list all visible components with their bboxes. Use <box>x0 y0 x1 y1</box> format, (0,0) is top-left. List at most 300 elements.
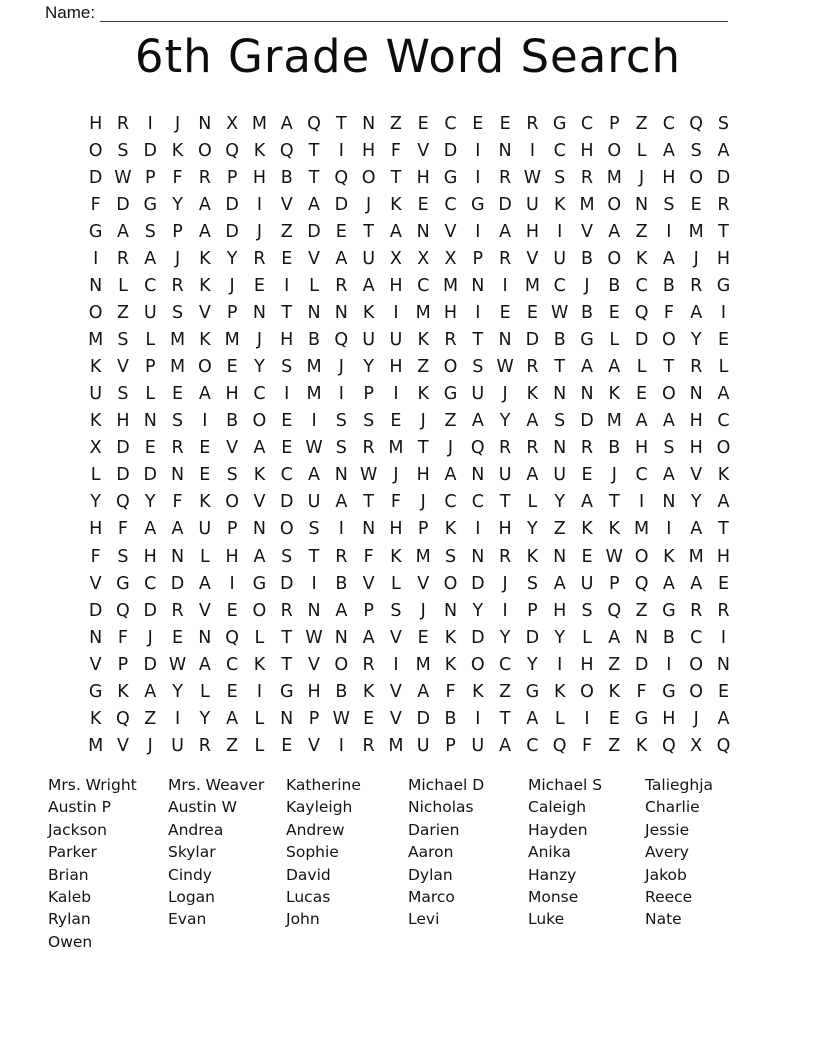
word-item: Andrea <box>168 820 224 839</box>
grid-cell: K <box>526 384 539 405</box>
grid-cell: C <box>444 113 457 134</box>
grid-cell: B <box>580 303 593 324</box>
grid-cell: L <box>609 330 620 351</box>
word-item: David <box>286 865 331 884</box>
grid-cell: W <box>114 167 132 188</box>
grid-cell: V <box>526 249 539 269</box>
grid-cell: Z <box>144 708 157 729</box>
grid-cell: A <box>499 221 512 242</box>
grid-cell: C <box>553 140 566 161</box>
grid-cell: L <box>118 276 128 297</box>
word-item: Avery <box>645 843 689 862</box>
grid-cell: E <box>608 708 620 729</box>
name-row <box>0 0 816 26</box>
word-list-column <box>286 774 408 931</box>
word-list-column <box>48 774 168 953</box>
grid-cell: N <box>362 113 376 134</box>
grid-cell: R <box>690 600 703 621</box>
grid-cell: C <box>635 276 648 297</box>
name-label: Name: <box>45 3 96 22</box>
grid-cell: Q <box>634 573 649 594</box>
grid-cell: A <box>389 221 402 242</box>
word-item: Jakob <box>645 865 687 884</box>
grid-cell: H <box>307 681 321 702</box>
grid-cell: C <box>144 573 157 594</box>
grid-cell: D <box>471 627 485 648</box>
grid-cell: F <box>445 681 456 702</box>
grid-cell: R <box>280 600 293 621</box>
grid-cell: H <box>389 276 403 297</box>
grid-cell: Y <box>690 492 702 513</box>
grid-cell: Q <box>279 140 294 161</box>
grid-cell: A <box>717 140 730 161</box>
grid-cell: H <box>662 167 676 188</box>
grid-cell: O <box>443 573 458 594</box>
grid-cell: E <box>581 465 593 486</box>
grid-cell: A <box>198 221 211 242</box>
grid-cell: I <box>311 573 317 594</box>
grid-cell: H <box>389 519 403 540</box>
grid-cell: S <box>281 546 293 567</box>
grid-cell: K <box>390 194 402 215</box>
grid-cell: A <box>198 384 211 405</box>
grid-cell: J <box>420 600 426 621</box>
grid-cell: F <box>390 492 401 513</box>
grid-cell: I <box>666 221 672 242</box>
grid-cell: U <box>143 303 157 324</box>
grid-cell: N <box>334 465 348 486</box>
grid-cell: H <box>89 113 103 134</box>
grid-cell: S <box>171 303 184 324</box>
grid-cell: V <box>389 627 402 648</box>
grid-cell: U <box>171 735 184 756</box>
grid-cell: I <box>475 708 481 729</box>
grid-cell: X <box>389 249 402 269</box>
grid-cell: B <box>308 330 321 351</box>
grid-cell: R <box>580 167 594 188</box>
grid-cell: A <box>608 357 621 378</box>
grid-cell: H <box>416 465 430 486</box>
grid-cell: E <box>172 627 184 648</box>
grid-cell: V <box>308 654 321 675</box>
grid-cell: E <box>417 194 429 215</box>
grid-cell: V <box>253 492 266 513</box>
grid-cell: M <box>606 167 622 188</box>
grid-cell: V <box>116 735 129 756</box>
grid-cell: D <box>307 221 321 242</box>
grid-cell: B <box>280 167 293 188</box>
grid-cell: G <box>116 573 130 594</box>
word-list-column <box>528 774 645 931</box>
grid-cell: C <box>690 627 703 648</box>
grid-cell: Y <box>172 681 183 702</box>
grid-cell: J <box>256 221 263 242</box>
grid-cell: O <box>689 681 704 702</box>
grid-cell: B <box>662 627 675 648</box>
grid-cell: B <box>608 276 621 297</box>
grid-cell: E <box>199 438 211 459</box>
grid-cell: T <box>281 627 293 648</box>
grid-cell: A <box>526 708 539 729</box>
grid-cell: E <box>281 411 293 432</box>
grid-cell: D <box>88 167 103 188</box>
grid-cell: T <box>281 303 293 324</box>
grid-cell: M <box>306 357 322 378</box>
grid-cell: I <box>475 221 481 242</box>
grid-cell: Q <box>334 330 349 351</box>
grid-cell: I <box>666 654 672 675</box>
grid-cell: V <box>444 221 457 242</box>
grid-cell: J <box>584 276 590 297</box>
grid-cell: Z <box>635 113 648 134</box>
grid-cell: O <box>197 357 212 378</box>
letter-grid <box>82 111 737 760</box>
grid-cell: K <box>253 465 266 486</box>
grid-cell: S <box>171 411 184 432</box>
grid-cell: R <box>253 249 266 269</box>
grid-cell: O <box>443 357 458 378</box>
grid-cell: Y <box>554 492 566 513</box>
grid-cell: P <box>226 519 238 540</box>
word-item: Lucas <box>286 888 331 907</box>
grid-cell: W <box>332 708 350 729</box>
grid-cell: T <box>308 140 320 161</box>
grid-cell: A <box>171 519 184 540</box>
grid-cell: N <box>498 330 512 351</box>
grid-cell: F <box>636 681 647 702</box>
grid-cell: D <box>716 167 731 188</box>
grid-cell: M <box>169 330 186 351</box>
grid-cell: N <box>307 600 321 621</box>
grid-cell: M <box>415 546 431 567</box>
grid-cell: Y <box>499 411 511 432</box>
grid-cell: T <box>308 546 320 567</box>
grid-cell: K <box>362 303 375 324</box>
word-item: Jessie <box>645 820 690 839</box>
grid-cell: E <box>717 681 729 702</box>
grid-cell: U <box>389 330 403 351</box>
grid-cell: F <box>390 140 401 161</box>
grid-cell: V <box>226 438 239 459</box>
word-item: Nate <box>645 910 682 929</box>
grid-cell: A <box>417 681 430 702</box>
word-item: Anika <box>528 843 571 862</box>
grid-cell: Q <box>116 600 130 621</box>
grid-cell: I <box>338 384 344 405</box>
grid-cell: O <box>361 167 376 188</box>
grid-cell: J <box>639 167 645 188</box>
grid-cell: N <box>198 627 212 648</box>
grid-cell: N <box>416 221 430 242</box>
grid-cell: F <box>172 167 183 188</box>
grid-cell: R <box>362 438 375 459</box>
grid-cell: K <box>635 249 648 269</box>
grid-cell: D <box>525 330 540 351</box>
grid-cell: M <box>606 411 622 432</box>
grid-cell: K <box>199 276 211 297</box>
grid-cell: B <box>662 276 675 297</box>
grid-cell: L <box>636 357 647 378</box>
grid-cell: O <box>689 167 704 188</box>
grid-cell: G <box>88 681 103 702</box>
grid-cell: S <box>444 546 457 567</box>
grid-cell: K <box>472 681 484 702</box>
grid-cell: O <box>607 249 622 269</box>
grid-cell: J <box>338 357 344 378</box>
grid-cell: N <box>143 411 157 432</box>
grid-cell: T <box>499 492 511 513</box>
grid-cell: J <box>147 627 153 648</box>
grid-cell: N <box>553 384 567 405</box>
grid-cell: L <box>582 627 592 648</box>
grid-cell: U <box>362 330 376 351</box>
grid-cell: E <box>417 113 429 134</box>
grid-cell: A <box>144 681 157 702</box>
grid-cell: O <box>252 600 267 621</box>
grid-cell: R <box>335 276 348 297</box>
grid-cell: P <box>308 708 320 729</box>
grid-cell: E <box>226 681 238 702</box>
grid-cell: Z <box>608 654 621 675</box>
grid-cell: M <box>251 113 267 134</box>
grid-cell: A <box>499 735 512 756</box>
grid-cell: I <box>502 600 508 621</box>
grid-cell: P <box>609 113 620 134</box>
grid-cell: U <box>525 194 539 215</box>
grid-cell: S <box>281 357 293 378</box>
grid-cell: U <box>416 735 430 756</box>
grid-cell: I <box>475 519 481 540</box>
grid-cell: W <box>359 465 378 486</box>
page-title: 6th Grade Word Search <box>134 30 682 83</box>
grid-cell: C <box>444 492 457 513</box>
grid-cell: N <box>170 465 185 486</box>
word-item: Reece <box>645 888 693 907</box>
grid-cell: N <box>580 384 594 405</box>
grid-cell: V <box>308 249 321 269</box>
grid-cell: G <box>279 681 294 702</box>
grid-cell: T <box>308 167 320 188</box>
grid-cell: E <box>717 330 729 351</box>
grid-cell: Y <box>144 492 156 513</box>
grid-cell: P <box>609 573 620 594</box>
grid-cell: L <box>718 357 729 378</box>
word-item: Hayden <box>528 820 588 839</box>
grid-cell: T <box>608 492 620 513</box>
grid-cell: G <box>662 600 676 621</box>
word-item: Aaron <box>408 843 454 862</box>
grid-cell: D <box>580 411 594 432</box>
grid-cell: H <box>89 519 103 540</box>
grid-cell: I <box>256 194 263 215</box>
grid-cell: C <box>498 654 512 675</box>
grid-cell: Q <box>634 303 649 324</box>
grid-cell: C <box>444 194 457 215</box>
word-item: Talieghja <box>645 776 714 794</box>
grid-cell: H <box>280 330 294 351</box>
grid-cell: A <box>116 221 129 242</box>
grid-cell: E <box>281 438 293 459</box>
grid-cell: P <box>172 221 183 242</box>
grid-cell: R <box>171 600 184 621</box>
grid-cell: Q <box>116 708 130 729</box>
grid-cell: E <box>472 113 484 134</box>
grid-cell: A <box>226 708 239 729</box>
grid-cell: V <box>308 735 321 756</box>
word-item: Mrs. Weaver <box>168 776 265 794</box>
grid-cell: R <box>335 546 348 567</box>
grid-cell: N <box>553 546 567 567</box>
grid-cell: O <box>661 384 676 405</box>
grid-cell: N <box>252 519 266 540</box>
grid-cell: Z <box>280 221 293 242</box>
grid-cell: M <box>415 654 431 675</box>
grid-cell: X <box>690 735 703 756</box>
grid-cell: H <box>716 546 731 567</box>
grid-cell: K <box>89 357 102 378</box>
grid-cell: S <box>117 384 129 405</box>
word-item: Charlie <box>645 798 700 817</box>
grid-cell: K <box>526 546 539 567</box>
grid-cell: Q <box>552 735 567 756</box>
grid-cell: M <box>524 276 540 297</box>
grid-cell: J <box>611 465 617 486</box>
grid-cell: Q <box>116 492 130 513</box>
grid-cell: G <box>525 681 540 702</box>
grid-cell: Y <box>499 627 511 648</box>
grid-cell: A <box>581 357 593 378</box>
grid-cell: P <box>226 303 238 324</box>
grid-cell: V <box>198 600 211 621</box>
grid-cell: S <box>526 573 538 594</box>
grid-cell: M <box>169 357 186 378</box>
grid-cell: D <box>170 573 185 594</box>
grid-cell: H <box>225 546 239 567</box>
grid-cell: K <box>444 519 457 540</box>
word-item: Austin P <box>48 798 111 817</box>
grid-cell: P <box>363 384 374 405</box>
grid-cell: J <box>174 113 181 134</box>
grid-cell: O <box>689 654 704 675</box>
grid-cell: U <box>471 735 485 756</box>
grid-cell: H <box>635 438 649 459</box>
grid-cell: G <box>716 276 731 297</box>
grid-cell: Y <box>554 627 566 648</box>
grid-cell: L <box>254 708 265 729</box>
grid-cell: A <box>253 438 266 459</box>
word-item: Skylar <box>168 843 216 862</box>
grid-cell: C <box>280 465 293 486</box>
grid-cell: V <box>89 573 102 594</box>
grid-cell: K <box>362 681 375 702</box>
grid-cell: Q <box>334 167 349 188</box>
grid-cell: C <box>635 465 648 486</box>
grid-cell: A <box>362 627 375 648</box>
grid-cell: T <box>499 708 511 729</box>
grid-cell: U <box>471 384 485 405</box>
grid-cell: H <box>689 438 703 459</box>
grid-cell: I <box>284 384 290 405</box>
grid-cell: E <box>717 573 729 594</box>
grid-cell: R <box>526 438 539 459</box>
word-item: Brian <box>48 865 89 884</box>
word-item: Kaleb <box>48 888 92 907</box>
grid-cell: V <box>389 681 402 702</box>
grid-cell: R <box>171 276 184 297</box>
name-blank-line <box>100 0 728 22</box>
grid-cell: G <box>443 167 458 188</box>
grid-cell: N <box>89 276 103 297</box>
grid-cell: L <box>145 384 156 405</box>
word-item: Evan <box>168 910 207 929</box>
grid-cell: G <box>88 221 103 242</box>
grid-cell: I <box>393 384 399 405</box>
grid-cell: M <box>688 221 704 242</box>
grid-cell: W <box>496 357 514 378</box>
grid-cell: A <box>690 303 703 324</box>
grid-cell: K <box>444 654 457 675</box>
grid-cell: Y <box>527 654 538 675</box>
grid-cell: D <box>279 573 294 594</box>
grid-cell: P <box>472 249 484 269</box>
grid-cell: K <box>199 330 211 351</box>
word-item: Logan <box>168 888 216 907</box>
word-item: Luke <box>528 910 565 929</box>
grid-cell: L <box>636 140 647 161</box>
grid-cell: I <box>502 276 508 297</box>
grid-cell: A <box>253 546 266 567</box>
grid-cell: K <box>89 708 102 729</box>
grid-cell: B <box>226 411 239 432</box>
grid-cell: Q <box>716 735 731 756</box>
grid-cell: O <box>279 519 294 540</box>
grid-cell: P <box>417 519 429 540</box>
grid-cell: I <box>393 303 399 324</box>
grid-cell: Y <box>199 708 211 729</box>
grid-cell: M <box>388 438 404 459</box>
grid-cell: R <box>499 167 512 188</box>
grid-cell: M <box>306 384 322 405</box>
grid-cell: V <box>362 573 375 594</box>
grid-cell: A <box>717 708 730 729</box>
grid-cell: J <box>174 249 181 269</box>
grid-cell: I <box>557 221 563 242</box>
grid-cell: V <box>417 140 430 161</box>
word-item: Kayleigh <box>286 798 353 817</box>
grid-cell: N <box>307 303 321 324</box>
grid-cell: H <box>716 249 731 269</box>
grid-cell: H <box>443 303 458 324</box>
grid-cell: R <box>580 438 594 459</box>
grid-cell: J <box>447 438 454 459</box>
word-item: Rylan <box>48 910 91 929</box>
grid-cell: X <box>89 438 102 459</box>
grid-cell: R <box>499 546 512 567</box>
grid-cell: A <box>308 194 321 215</box>
grid-cell: S <box>363 411 375 432</box>
grid-cell: A <box>362 276 375 297</box>
grid-cell: G <box>552 113 567 134</box>
grid-cell: N <box>498 140 512 161</box>
grid-cell: G <box>662 681 676 702</box>
grid-cell: A <box>198 573 211 594</box>
grid-cell: A <box>581 492 593 513</box>
grid-cell: Q <box>470 438 485 459</box>
grid-cell: N <box>553 438 567 459</box>
grid-cell: K <box>253 140 266 161</box>
grid-cell: A <box>308 465 321 486</box>
grid-cell: W <box>551 303 569 324</box>
